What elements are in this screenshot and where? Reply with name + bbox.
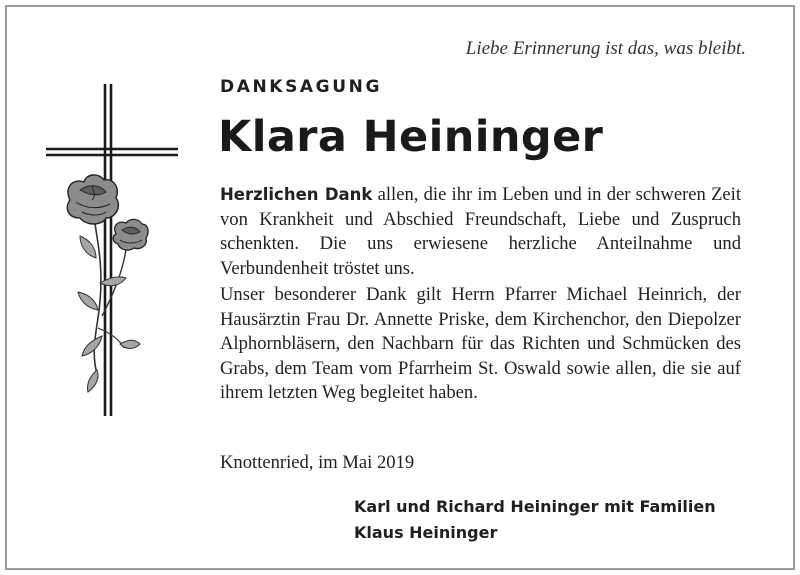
deceased-name: Klara Heininger — [218, 112, 604, 162]
motto: Liebe Erinnerung ist das, was bleibt. — [465, 38, 746, 59]
notice-heading: DANKSAGUNG — [220, 77, 383, 97]
thanks-text: allen, die ihr im Leben und in der schweren Zeit von Krankheit und Abschied Freundschaft, Liebe und Zuspruch schenkten. Die uns erwiesene herzliche Anteilnahme und Verbundenheit tröstet uns. — [220, 184, 742, 279]
notice-body — [220, 183, 741, 406]
signature-line: Karl und Richard Heininger mit Familien — [354, 497, 716, 516]
signatures — [354, 494, 716, 546]
thanks-lead: Herzlichen Dank — [220, 185, 373, 204]
place-date: Knottenried, im Mai 2019 — [220, 452, 415, 473]
signature-line: Klaus Heininger — [354, 523, 498, 542]
special-thanks-paragraph: Unser besonderer Dank gilt Herrn Pfarrer Michael Heinrich, der Hausärztin Frau Dr. Annette Priske, dem Kirchenchor, den Diepolzer Alphornbläsern, den Nachbarn für das Richten und Schmücken des Grabs, dem Team vom Pfarrheim St. Oswald sowie allen, die sie auf ihrem letzten Weg begleitet haben. — [220, 284, 741, 403]
thanks-paragraph — [220, 183, 741, 281]
cross-with-roses-icon — [40, 78, 190, 418]
